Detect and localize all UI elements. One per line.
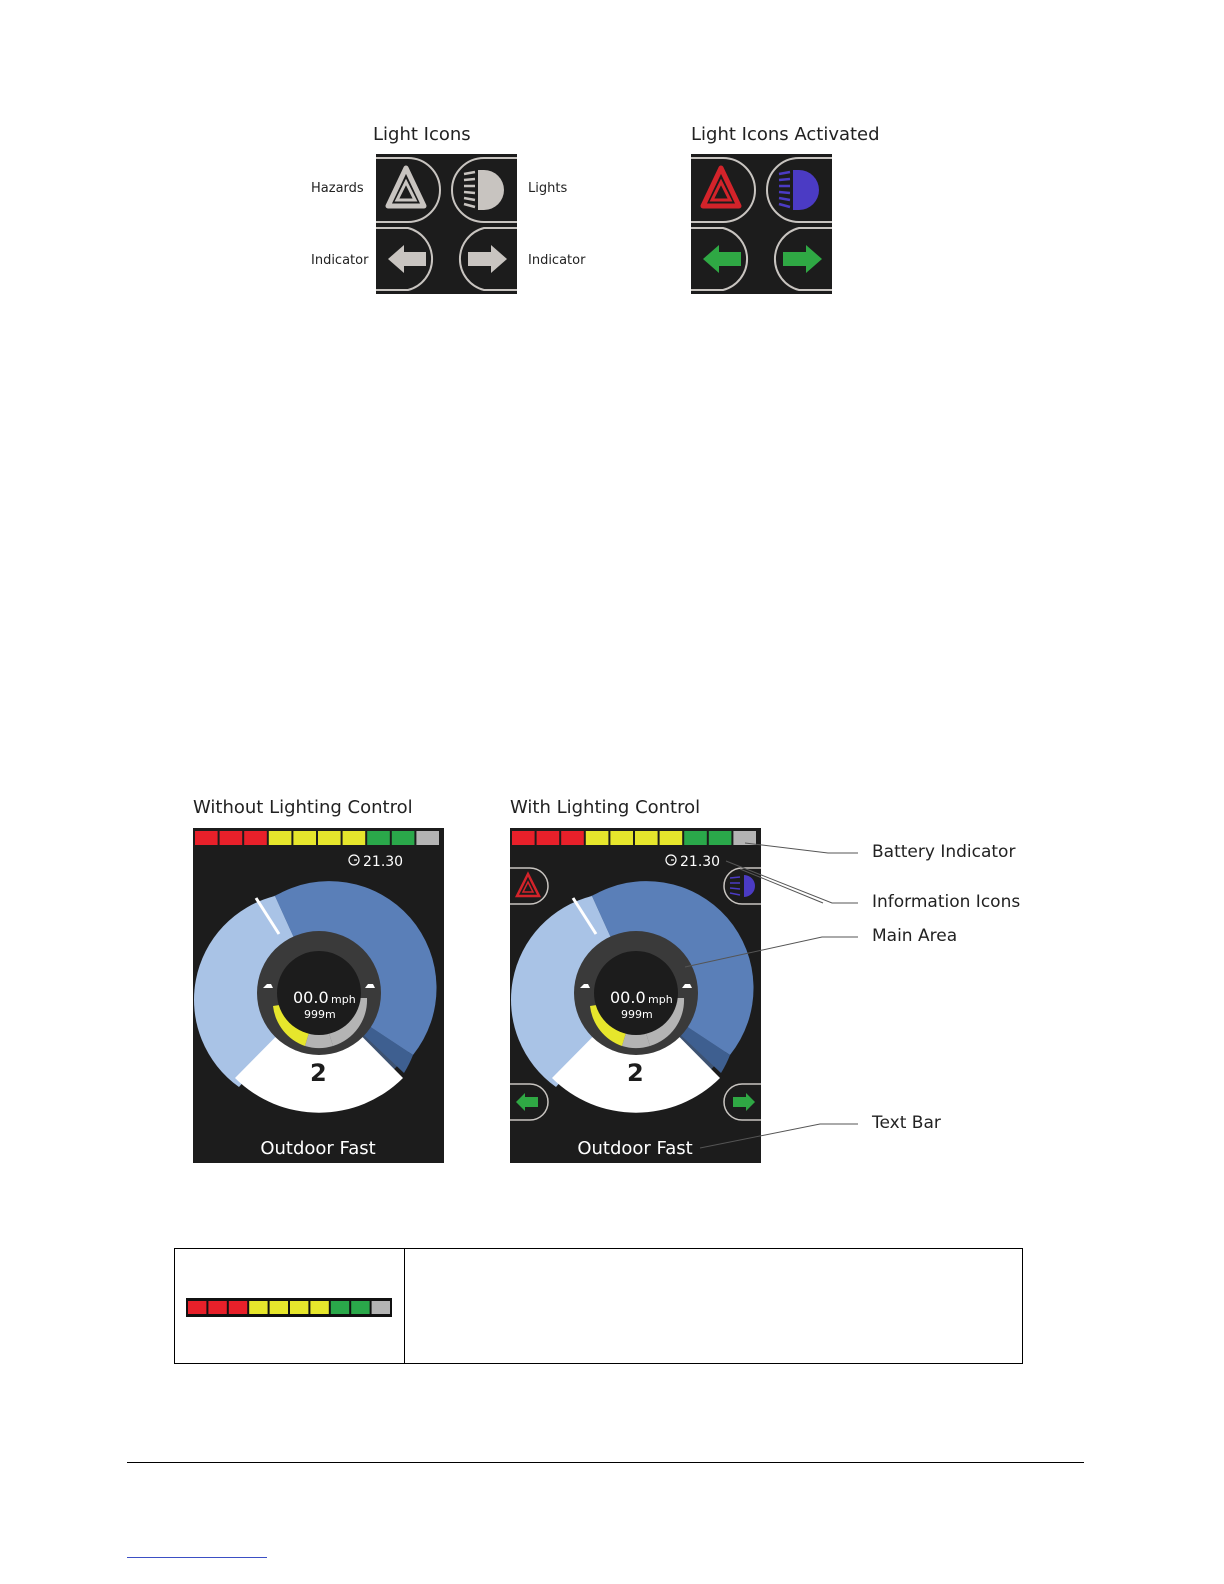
right-indicator-button[interactable] bbox=[724, 1084, 761, 1120]
hazards-label: Hazards bbox=[311, 181, 364, 196]
battery-segment bbox=[367, 831, 390, 845]
battery-segment bbox=[537, 831, 560, 845]
battery-segment bbox=[270, 1301, 288, 1314]
indicator-left-label: Indicator bbox=[311, 253, 369, 268]
callout-text-bar: Text Bar bbox=[872, 1113, 941, 1133]
battery-segment bbox=[351, 1301, 369, 1314]
battery-segment bbox=[310, 1301, 328, 1314]
battery-segment bbox=[293, 831, 316, 845]
battery-segment bbox=[610, 831, 633, 845]
battery-segment bbox=[586, 831, 609, 845]
lights-button[interactable] bbox=[724, 868, 761, 904]
battery-segment bbox=[269, 831, 292, 845]
battery-segment bbox=[229, 1301, 247, 1314]
hazard-button[interactable] bbox=[510, 868, 548, 904]
battery-segment bbox=[372, 1301, 390, 1314]
light-icons-panel bbox=[376, 154, 517, 294]
without-lighting-title: Without Lighting Control bbox=[193, 797, 413, 818]
footer-link-underline[interactable] bbox=[127, 1557, 267, 1558]
battery-segment bbox=[733, 831, 756, 845]
display-screen-lighting bbox=[510, 828, 761, 1163]
battery-segment bbox=[188, 1301, 206, 1314]
table-divider bbox=[404, 1249, 405, 1363]
battery-segment bbox=[290, 1301, 308, 1314]
battery-segment bbox=[684, 831, 707, 845]
text-bar: Outdoor Fast bbox=[260, 1138, 376, 1159]
indicator-right-label: Indicator bbox=[528, 253, 586, 268]
drive-profile-number: 2 bbox=[310, 1059, 327, 1087]
battery-segment bbox=[343, 831, 366, 845]
display-screen bbox=[193, 828, 444, 1163]
light-icons-activated-panel bbox=[691, 154, 832, 294]
distance-value: 999m bbox=[621, 1008, 653, 1021]
light-icons-activated-title: Light Icons Activated bbox=[691, 124, 880, 145]
time-readout: 21.30 bbox=[680, 854, 721, 870]
battery-segment bbox=[220, 831, 243, 845]
footer-rule bbox=[127, 1462, 1084, 1463]
lights-label: Lights bbox=[528, 181, 568, 196]
battery-table bbox=[174, 1248, 1023, 1364]
battery-segment bbox=[635, 831, 658, 845]
battery-segment bbox=[561, 831, 584, 845]
battery-indicator-sample bbox=[186, 1298, 392, 1317]
battery-segment bbox=[331, 1301, 349, 1314]
battery-segment bbox=[208, 1301, 226, 1314]
display-with-lighting bbox=[510, 828, 761, 1163]
battery-segment bbox=[512, 831, 535, 845]
speed-value: 00.0 bbox=[293, 988, 329, 1007]
speed-value: 00.0 bbox=[610, 988, 646, 1007]
callout-battery-indicator: Battery Indicator bbox=[872, 842, 1016, 862]
callout-main-area: Main Area bbox=[872, 926, 958, 946]
battery-segment bbox=[244, 831, 267, 845]
with-lighting-title: With Lighting Control bbox=[510, 797, 701, 818]
speed-unit: mph bbox=[648, 993, 673, 1006]
callout-information-icons: Information Icons bbox=[872, 892, 1021, 912]
time-readout: 21.30 bbox=[363, 854, 404, 870]
battery-segment bbox=[195, 831, 218, 845]
text-bar: Outdoor Fast bbox=[577, 1138, 693, 1159]
battery-segment bbox=[416, 831, 439, 845]
left-indicator-button[interactable] bbox=[510, 1084, 548, 1120]
drive-profile-number: 2 bbox=[627, 1059, 644, 1087]
battery-segment bbox=[709, 831, 732, 845]
speed-unit: mph bbox=[331, 993, 356, 1006]
light-icons-title: Light Icons bbox=[373, 124, 471, 145]
battery-segment bbox=[318, 831, 341, 845]
battery-segment bbox=[660, 831, 683, 845]
distance-value: 999m bbox=[304, 1008, 336, 1021]
battery-segment bbox=[392, 831, 415, 845]
display-without-lighting bbox=[193, 828, 444, 1163]
battery-segment bbox=[249, 1301, 267, 1314]
